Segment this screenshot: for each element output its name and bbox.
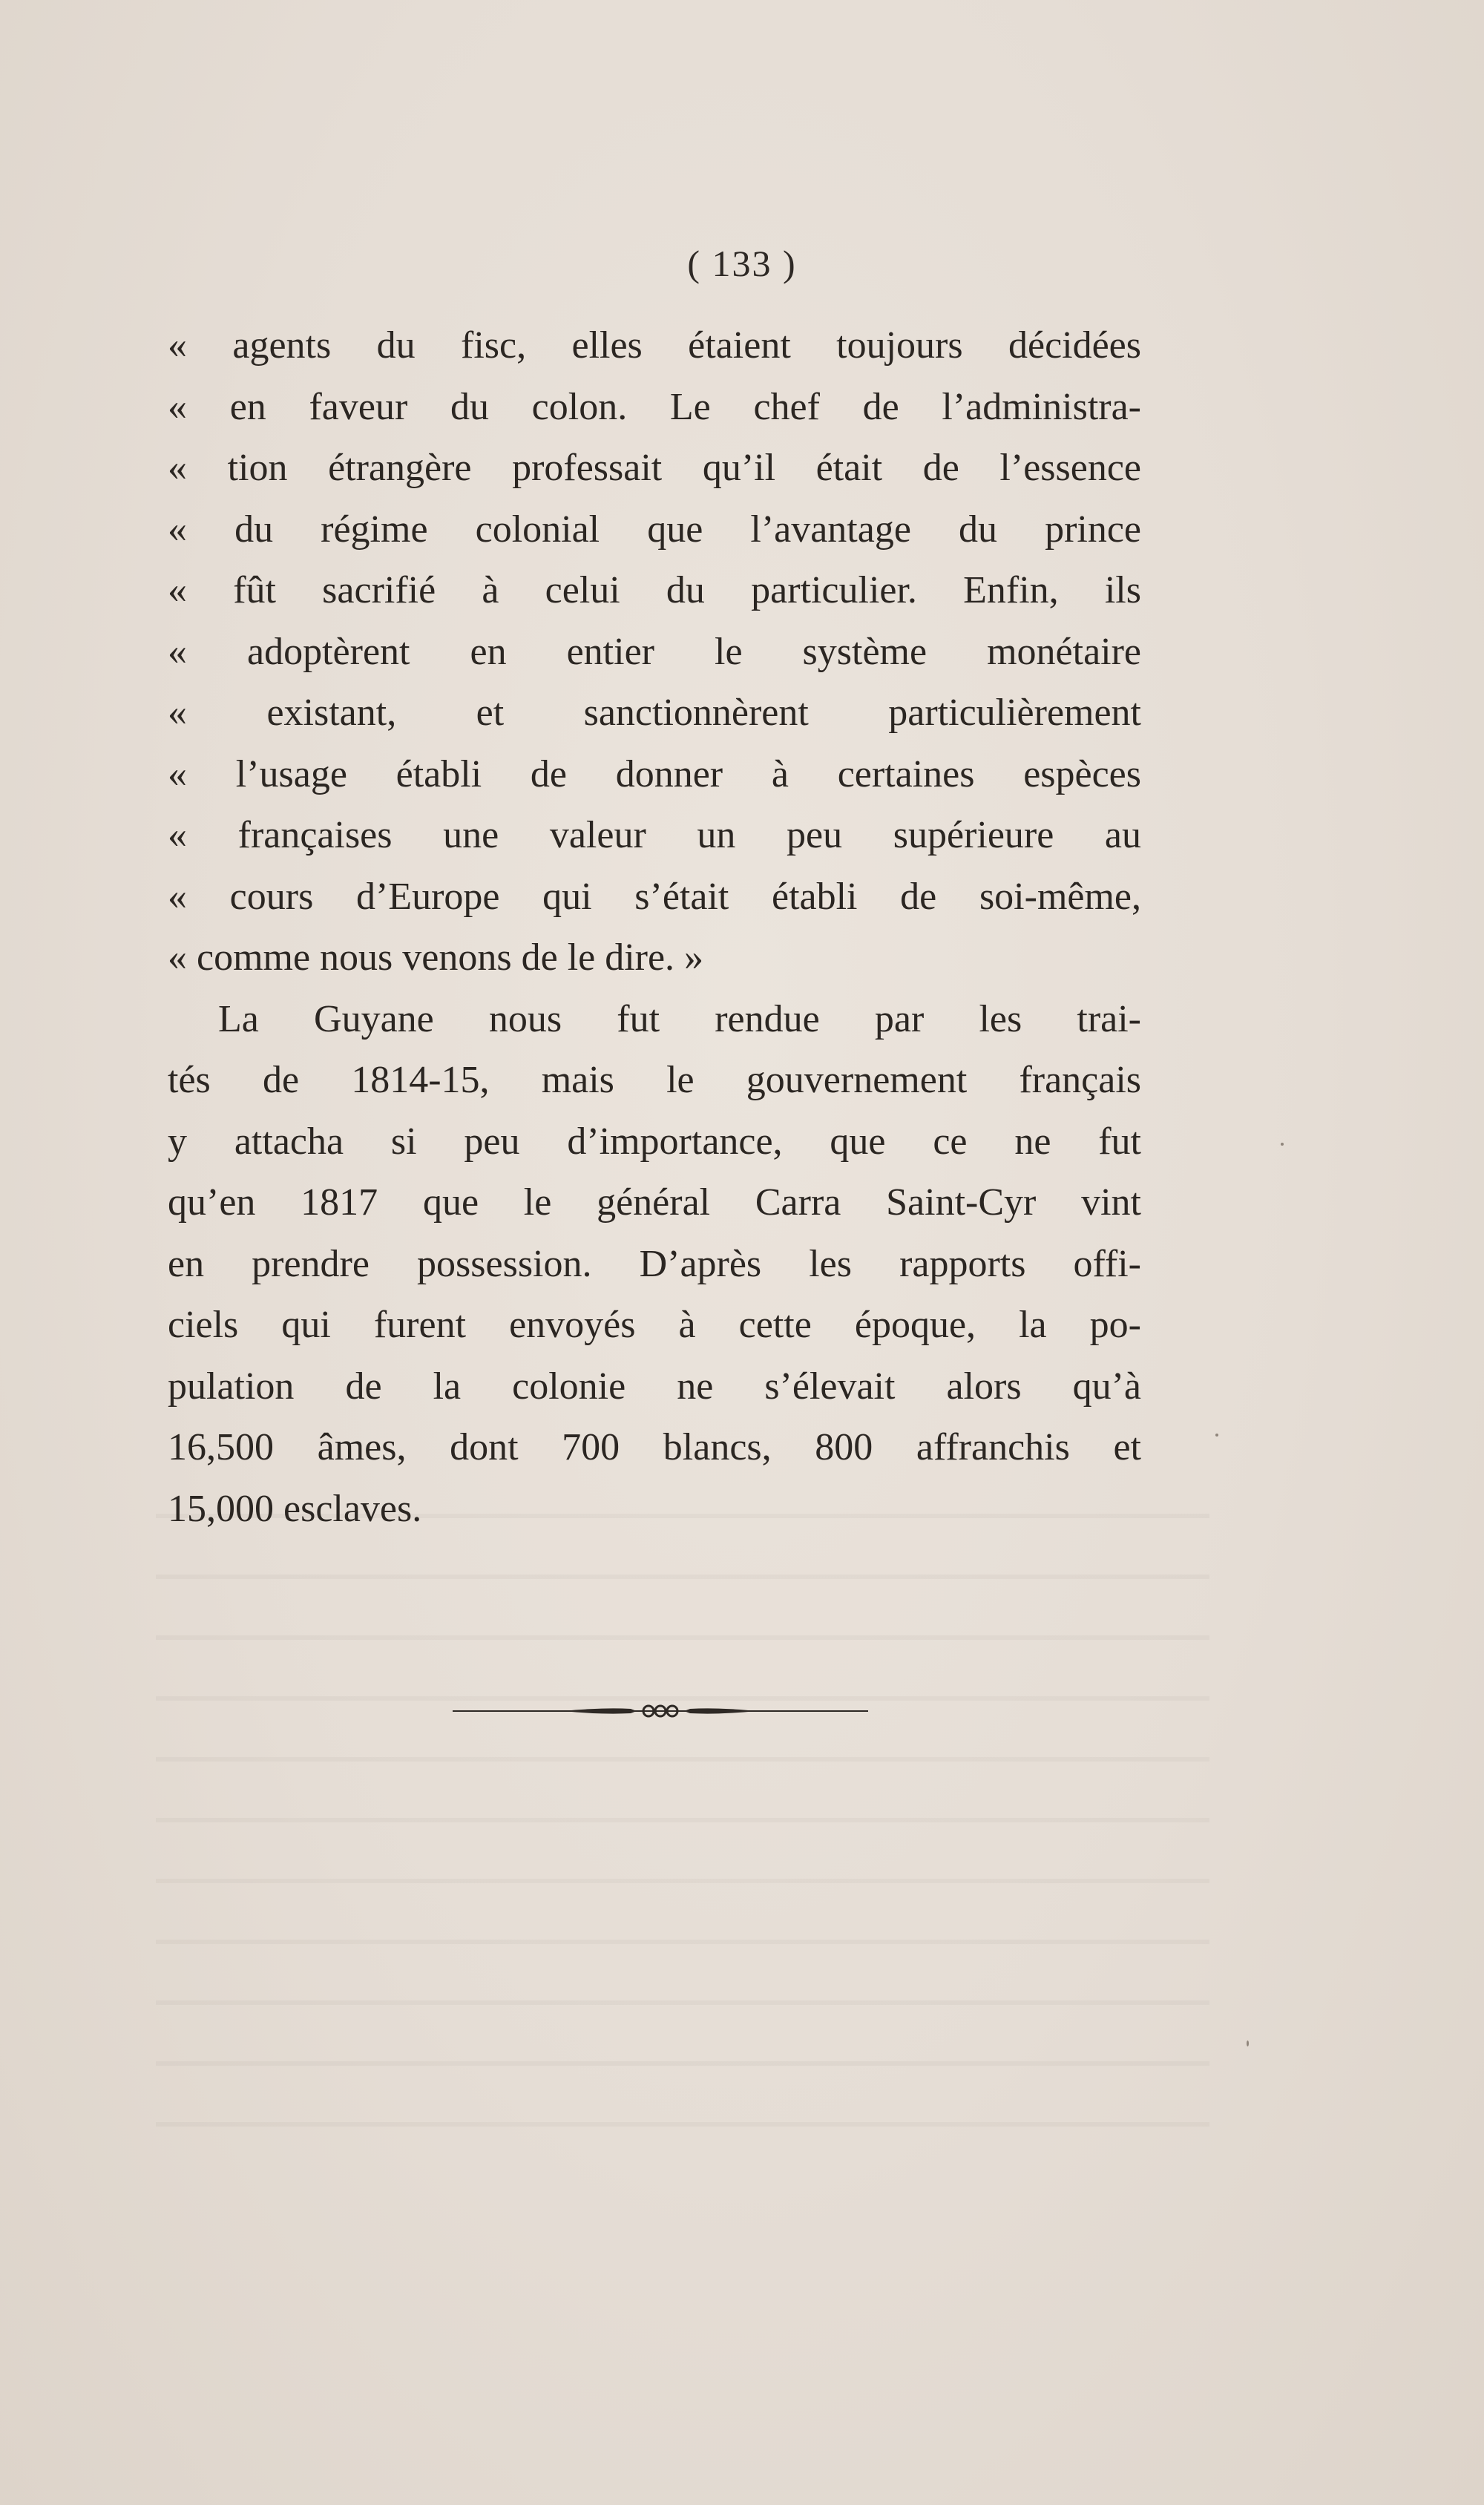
paper-speck xyxy=(1281,1143,1284,1146)
text-line: « agents du fisc, elles étaient toujours décidées xyxy=(168,324,1141,367)
page-number: ( 133 ) xyxy=(687,243,797,284)
body-text xyxy=(168,315,1141,1540)
text-line: « adoptèrent en entier le système monétaire xyxy=(168,630,1141,673)
text-line: y attacha si peu d’importance, que ce ne fut xyxy=(168,1120,1141,1163)
text-line: « tion étrangère professait qu’il était de l’essence xyxy=(168,447,1141,489)
text-line: « cours d’Europe qui s’était établi de soi-même, xyxy=(168,875,1141,918)
text-line: « fût sacrifié à celui du particulier. Enfin, ils xyxy=(168,569,1141,611)
text-line: 16,500 âmes, dont 700 blancs, 800 affranchis et xyxy=(168,1426,1141,1468)
text-line: qu’en 1817 que le général Carra Saint-Cyr vint xyxy=(168,1181,1141,1224)
text-line: en prendre possession. D’après les rapports offi- xyxy=(168,1242,1141,1285)
text-line: « du régime colonial que l’avantage du prince xyxy=(168,508,1141,551)
text-line: pulation de la colonie ne s’élevait alors qu’à xyxy=(168,1365,1141,1408)
text-line: « l’usage établi de donner à certaines espèces xyxy=(168,752,1141,795)
end-of-chapter-rule xyxy=(453,1701,868,1721)
text-line: tés de 1814-15, mais le gouvernement français xyxy=(168,1059,1141,1101)
text-line: ciels qui furent envoyés à cette époque, la po- xyxy=(168,1304,1141,1346)
paper-speck xyxy=(1215,1434,1218,1437)
text-line: « comme nous venons de le dire. » xyxy=(168,936,704,979)
text-line: 15,000 esclaves. xyxy=(168,1487,422,1530)
page-show-through xyxy=(156,1469,1209,2137)
text-line: La Guyane nous fut rendue par les trai- xyxy=(218,997,1141,1040)
text-line: « françaises une valeur un peu supérieure au xyxy=(168,814,1141,856)
paper-speck xyxy=(1247,2041,1249,2046)
text-line: « en faveur du colon. Le chef de l’administra- xyxy=(168,385,1141,428)
text-line: « existant, et sanctionnèrent particulièrement xyxy=(168,692,1141,734)
